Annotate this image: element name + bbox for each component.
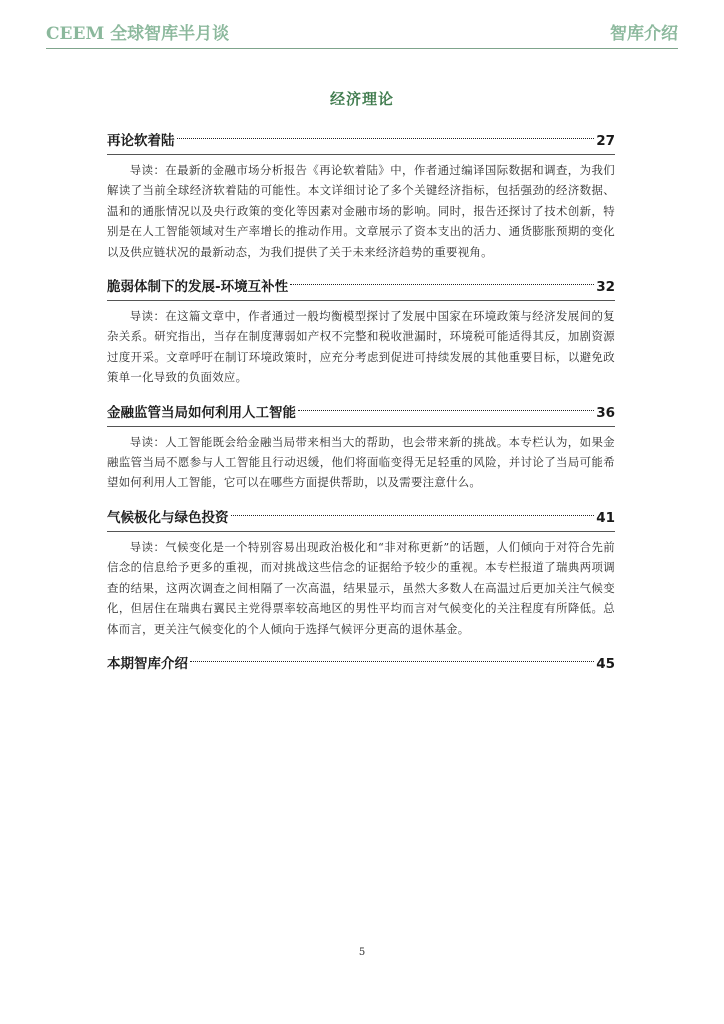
toc-link[interactable] <box>107 645 615 675</box>
toc-entry-title: 气候极化与绿色投资 <box>107 509 229 526</box>
toc-entry-title: 脆弱体制下的发展-环境互补性 <box>107 279 289 296</box>
toc-page-number: 41 <box>596 509 615 526</box>
toc-entry <box>107 645 615 675</box>
toc-entry <box>107 499 615 639</box>
section-label: 智库介绍 <box>610 24 678 44</box>
toc-entry-summary: 导读：人工智能既会给金融当局带来相当大的帮助，也会带来新的挑战。本专栏认为，如果金融监管当局不愿参与人工智能且行动迟缓，他们将面临变得无足轻重的风险，并讨论了当局可能希望如何利用人工智能，它可以在哪些方面提供帮助，以及需要注意什么。 <box>107 434 615 490</box>
summary-box <box>107 531 615 639</box>
dot-leader <box>190 639 594 662</box>
toc-link[interactable] <box>107 268 615 298</box>
section-title: 经济理论 <box>329 90 394 108</box>
page-number: 5 <box>358 947 366 958</box>
dot-leader <box>290 262 594 285</box>
summary-box <box>107 300 615 388</box>
toc-link[interactable] <box>107 394 615 424</box>
toc-entry-summary: 导读：在这篇文章中，作者通过一般均衡模型探讨了发展中国家在环境政策与经济发展间的复杂关系。研究指出，当存在制度薄弱如产权不完整和税收泄漏时，环境税可能适得其反，加剧资源过度开采。文章呼吁在制订环境政策时，应充分考虑到促进可持续发展的其他重要目标，以避免政策单一化导致的负面效应。 <box>107 309 615 385</box>
toc-link[interactable] <box>107 122 615 152</box>
toc-page-number: 27 <box>596 133 615 149</box>
summary-box <box>107 426 615 493</box>
toc-entry-summary: 导读：在最新的金融市场分析报告《再论软着陆》中，作者通过编译国际数据和调查，为我们解读了当前全球经济软着陆的可能性。本文详细讨论了多个关键经济指标，包括强劲的经济数据、温和的通胀情况以及央行政策的变化等因素对金融市场的影响。同时，报告还探讨了技术创新，特别是在人工智能领域对生产率增长的推动作用。文章展示了资本支出的活力、通货膨胀预期的变化以及供应链状况的最新动态，为我们提供了关于未来经济趋势的重要视角。 <box>107 163 615 259</box>
page-header <box>46 22 678 49</box>
toc-entry <box>107 122 615 262</box>
toc-page-number: 36 <box>596 404 615 421</box>
toc-entry-summary: 导读：气候变化是一个特别容易出现政治极化和“非对称更新”的话题，人们倾向于对符合先前信念的信息给予更多的重视，而对挑战这些信念的证据给予较少的重视。本专栏报道了瑞典两项调查的结果，这两次调查之间相隔了一次高温，结果显示，虽然大多数人在高温过后更加关注气候变化，但居住在瑞典右翼民主党得票率较高地区的男性平均而言对气候变化的关注程度有所降低。总体而言，更关注气候变化的个人倾向于选择气候评分更高的退休基金。 <box>107 539 615 636</box>
toc-entry <box>107 394 615 493</box>
toc-page-number: 45 <box>596 655 615 672</box>
table-of-contents <box>107 122 615 681</box>
toc-entry-title: 本期智库介绍 <box>107 655 188 672</box>
summary-box <box>107 154 615 262</box>
dot-leader <box>231 493 595 516</box>
toc-entry <box>107 268 615 388</box>
toc-link[interactable] <box>107 499 615 529</box>
toc-page-number: 32 <box>596 279 615 296</box>
toc-entry-title: 金融监管当局如何利用人工智能 <box>107 404 296 421</box>
dot-leader <box>177 116 595 139</box>
dot-leader <box>298 388 594 411</box>
toc-entry-title: 再论软着陆 <box>107 133 175 149</box>
publication-title: CEEM 全球智库半月谈 <box>46 24 230 44</box>
